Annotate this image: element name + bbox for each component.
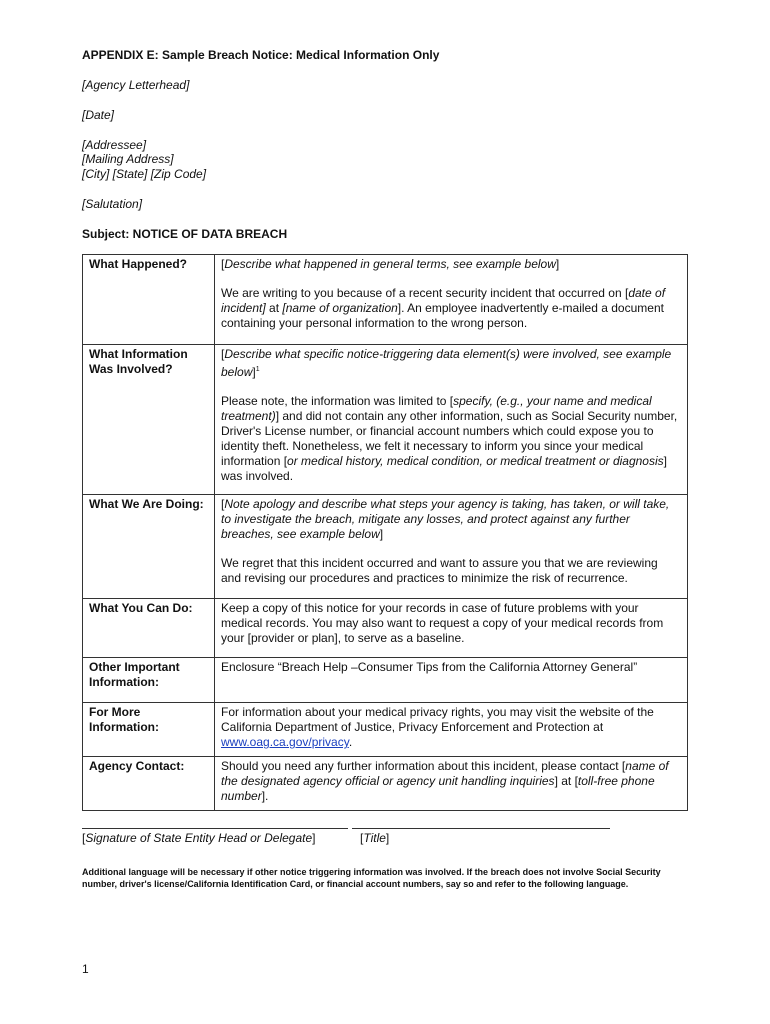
row-heading: What Happened? <box>83 255 215 345</box>
row-content: [Describe what specific notice-triggering data element(s) were involved, see example below]$^1$ Please note, the information was limited to [specify, (e.g., your name and medical treatment)] and did not contain any other information, such as Social Security number, Driver's License number, or financial account numbers which could expose you to identity theft. Nonetheless, we felt it necessary to inform you since your medical information [or medical history, medical condition, or medical treatment or diagnosis] was involved. <box>215 345 688 495</box>
row-heading: For More Information: <box>83 703 215 757</box>
mailing-address: [Mailing Address] <box>82 152 174 166</box>
row-content: [Note apology and describe what steps your agency is taking, has taken, or will take, to investigate the breach, mitigate any losses, and protect against any further breaches, see example below] We regret that this incident occurred and want to assure you that we are reviewing and revising our procedures and practices to minimize the risk of recurrence. <box>215 495 688 599</box>
row-heading: What We Are Doing: <box>83 495 215 599</box>
city-state-zip: [City] [State] [Zip Code] <box>82 167 207 181</box>
row-content: [Describe what happened in general terms, see example below] We are writing to you because of a recent security incident that occurred on [date of incident] at [name of organization]. An employee inadvertently e-mailed a document containing your personal information to the wrong person. <box>215 255 688 345</box>
table-row <box>83 345 688 495</box>
signature-label: [Signature of State Entity Head or Delegate] <box>82 831 316 845</box>
table-row <box>83 495 688 599</box>
date-placeholder: [Date] <box>82 108 115 122</box>
row-content: Keep a copy of this notice for your records in case of future problems with your medical records. You may also want to request a copy of your medical records from your [provider or plan], to serve as a baseline. <box>215 599 688 658</box>
document-title: APPENDIX E: Sample Breach Notice: Medical Information Only <box>82 48 440 62</box>
page-number: 1 <box>82 962 89 976</box>
row-content: Enclosure “Breach Help –Consumer Tips from the California Attorney General” <box>215 658 688 703</box>
addressee: [Addressee] <box>82 138 147 152</box>
row-content: Should you need any further information about this incident, please contact [name of the designated agency official or agency unit handling inquiries] at [toll-free phone number]. <box>215 757 688 811</box>
row-heading: Agency Contact: <box>83 757 215 811</box>
row-heading: What Information Was Involved? <box>83 345 215 495</box>
salutation: [Salutation] <box>82 197 143 211</box>
title-label: [Title] <box>360 831 390 845</box>
row-heading: Other Important Information: <box>83 658 215 703</box>
title-line <box>352 828 610 829</box>
oag-privacy-link[interactable]: www.oag.ca.gov/privacy <box>221 735 349 749</box>
footnote-marker: 1 <box>255 366 260 373</box>
table-row <box>83 255 688 345</box>
additional-language-note: Additional language will be necessary if other notice triggering information was involved. If the breach does not involve Social Security number, driver's license/California Identification Card, or financial account numbers, say so and refer to the following language. <box>82 867 661 889</box>
row-heading: What You Can Do: <box>83 599 215 658</box>
subject-line: Subject: NOTICE OF DATA BREACH <box>82 227 288 241</box>
agency-letterhead: [Agency Letterhead] <box>82 78 190 92</box>
table-row <box>83 599 688 658</box>
table-row <box>83 757 688 811</box>
table-row <box>83 703 688 757</box>
signature-line <box>82 828 348 829</box>
table-row <box>83 658 688 703</box>
row-content: For information about your medical privacy rights, you may visit the website of the California Department of Justice, Privacy Enforcement and Protection at www.oag.ca.gov/privacy. <box>215 703 688 757</box>
breach-notice-table <box>82 254 688 811</box>
